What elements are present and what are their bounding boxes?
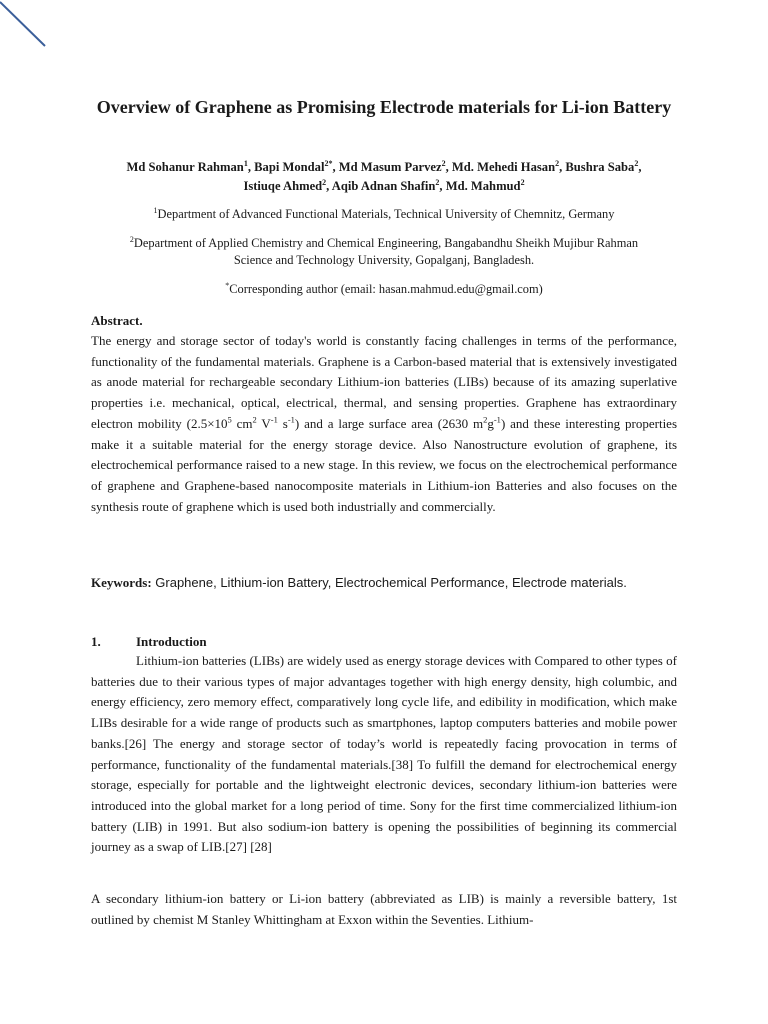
author: Md. Mehedi Hasan$^2$: [451, 158, 560, 174]
affiliation-1: $^1$Department of Advanced Functional Materials, Technical University of Chemnitz, Germany: [153, 205, 615, 221]
section-title: Introduction: [136, 634, 207, 649]
author: Md Masum Parvez$^2$: [338, 158, 446, 174]
keywords-list: Graphene, Lithium-ion Battery, Electrochemical Performance, Electrode materials.: [151, 575, 627, 590]
corner-fold-line: [0, 0, 50, 50]
author: Md. Mahmud$^2$: [445, 177, 525, 193]
author: Bapi Mondal$^{2*}$: [254, 158, 333, 174]
section-number: 1.: [91, 634, 101, 649]
affiliation-2: $^2$Department of Applied Chemistry and Chemical Engineering, Bangabandhu Sheikh Mujibur Rahman Science and Technology University, Gopalganj, Bangladesh.: [129, 234, 639, 267]
keywords-label: Keywords:: [91, 575, 152, 590]
introduction-paragraph-2: A secondary lithium-ion battery or Li-ion battery (abbreviated as LIB) is mainly a reversible battery, 1st outlined by chemist M Stanley Whittingham at Exxon within the Seventies. Lithium-: [91, 891, 677, 927]
corresponding-author: *Corresponding author (email: hasan.mahmud.edu@gmail.com): [225, 280, 543, 296]
author: Aqib Adnan Shafin$^2$: [331, 177, 440, 193]
abstract-heading: Abstract.: [91, 313, 143, 328]
abstract-text: The energy and storage sector of today's world is constantly facing challenges in terms of the performance, functionality of the fundamental materials. Graphene is a Carbon-based material that is extensively investigated as anode material for rechargeable secondary Lithium-ion batteries (LIBs) because of its amazing superlative properties i.e. mechanical, optical, electrical, thermal, and sensing properties. Graphene has extraordinary electron mobility ($2.5\times 10^5$ $cm^2$ $V^{-1}$ $s^{-1}$) and a large surface area (2630 $m^2g^{-1}$) and these interesting properties make it a suitable material for the energy storage device. Also Nanostructure evolution of graphene, its electrochemical performance raised to a new stage. In this review, we focus on the electrochemical performance of graphene and Graphene-based nanocomposite materials in Lithium-ion Batteries and also focuses on the synthesis route of graphene which is used both industrially and commercially.: [91, 333, 678, 514]
author: Istiuqe Ahmed$^2$: [243, 177, 327, 193]
author-list: Md Sohanur Rahman$^1$, Bapi Mondal$^{2*}$, Md Masum Parvez$^2$, Md. Mehedi Hasan$^2$, Bushra Saba$^2$, Istiuqe Ahmed$^2$, Aqib Adnan Shafin$^2$, Md. Mahmud$^2$: [126, 158, 642, 193]
author: Bushra Saba$^2$: [565, 158, 639, 174]
introduction-paragraph-1: Lithium-ion batteries (LIBs) are widely used as energy storage devices with Compared to other types of batteries due to their various types of major advantages together with high energy density, high columbic, and energy efficiency, zero memory effect, comparatively long cycle life, and edibility in modification, which make LIBs desirable for a wide range of products such as smartphones, laptop computers batteries and mobile power banks.[26] The energy and storage sector of today’s world is repeatedly facing provocation in terms of performance, functionality of the fundamental materials.[38] To fulfill the demand for electrochemical energy storage, especially for portable and the lightweight electronic devices, secondary lithium-ion batteries were introduced into the global market for a long period of time. Sony for the first time commercialized lithium-ion battery (LIB) in 1991. But also sodium-ion battery is opening the possibilities of beginning its commercial journey as a swap of LIB.[27] [28]: [91, 653, 677, 855]
author: Md Sohanur Rahman$^1$: [126, 158, 248, 174]
paper-title: Overview of Graphene as Promising Electrode materials for Li-ion Battery: [96, 97, 672, 117]
keywords-line: [91, 574, 677, 592]
section-heading-introduction: [91, 633, 207, 651]
